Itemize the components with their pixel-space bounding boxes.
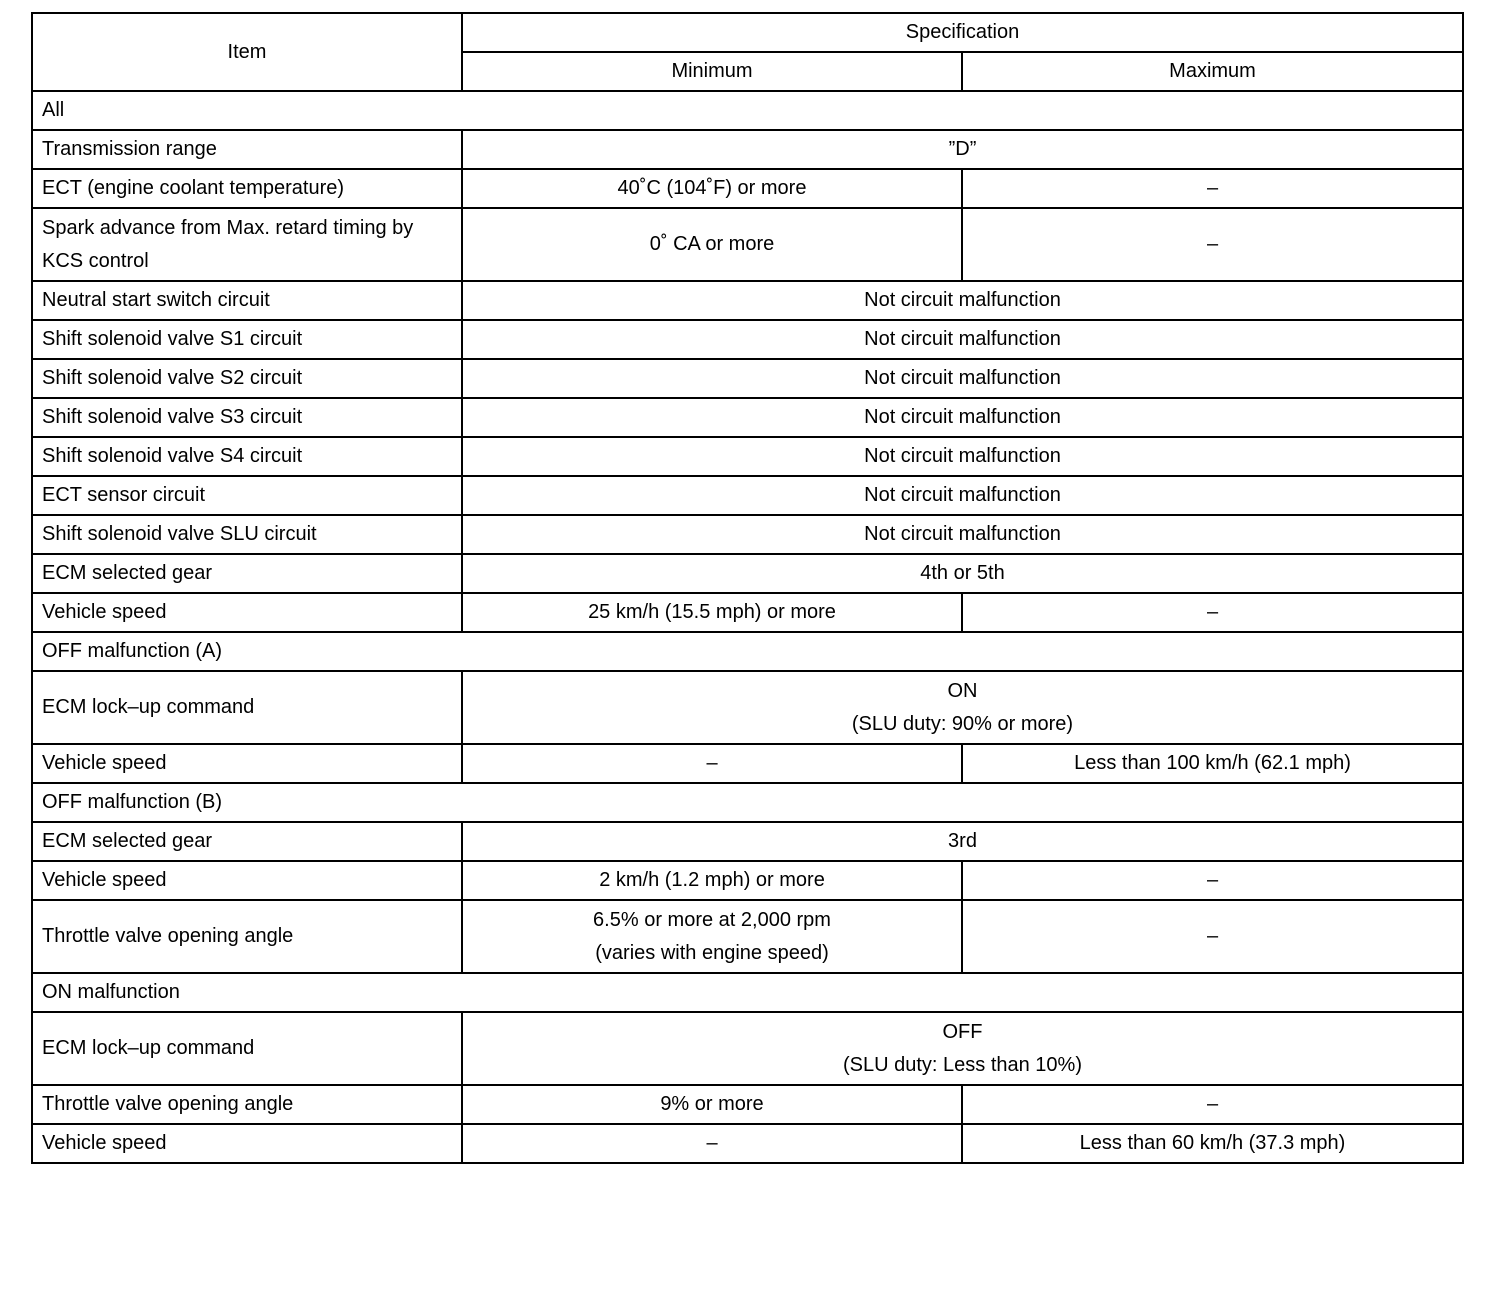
row-item: Transmission range <box>32 130 462 169</box>
row-spec: Not circuit malfunction <box>462 359 1463 398</box>
table-row <box>32 822 1463 861</box>
table-row <box>32 169 1463 208</box>
row-max: – <box>962 900 1463 973</box>
header-specification: Specification <box>462 13 1463 52</box>
row-spec: 4th or 5th <box>462 554 1463 593</box>
specification-table <box>31 12 1464 1164</box>
row-spec: Not circuit malfunction <box>462 515 1463 554</box>
table-row <box>32 208 1463 281</box>
section-title: OFF malfunction (B) <box>32 783 1463 822</box>
row-item: Vehicle speed <box>32 1124 462 1163</box>
row-spec <box>462 671 1463 744</box>
row-min <box>462 900 962 973</box>
row-item: Shift solenoid valve S3 circuit <box>32 398 462 437</box>
row-spec-line2: (SLU duty: 90% or more) <box>851 712 1074 735</box>
table-row <box>32 130 1463 169</box>
section-row <box>32 973 1463 1012</box>
section-title: ON malfunction <box>32 973 1463 1012</box>
row-item: Throttle valve opening angle <box>32 900 462 973</box>
table-row <box>32 281 1463 320</box>
table-row <box>32 554 1463 593</box>
row-min: 2 km/h (1.2 mph) or more <box>462 861 962 900</box>
row-item: Shift solenoid valve S2 circuit <box>32 359 462 398</box>
row-spec-line2: (SLU duty: Less than 10%) <box>842 1053 1082 1076</box>
row-spec: 3rd <box>462 822 1463 861</box>
table-row <box>32 671 1463 744</box>
table-row <box>32 593 1463 632</box>
section-row <box>32 783 1463 822</box>
row-max: Less than 60 km/h (37.3 mph) <box>962 1124 1463 1163</box>
row-spec-line1: OFF <box>942 1020 983 1043</box>
row-max: – <box>962 208 1463 281</box>
header-item: Item <box>32 13 462 91</box>
row-item: ECT (engine coolant temperature) <box>32 169 462 208</box>
row-min: 40˚C (104˚F) or more <box>462 169 962 208</box>
table-row <box>32 744 1463 783</box>
row-min: – <box>462 744 962 783</box>
row-max: – <box>962 1085 1463 1124</box>
section-title: OFF malfunction (A) <box>32 632 1463 671</box>
section-row <box>32 91 1463 130</box>
row-min: – <box>462 1124 962 1163</box>
row-spec: ”D” <box>462 130 1463 169</box>
row-max: – <box>962 593 1463 632</box>
row-item: Shift solenoid valve S4 circuit <box>32 437 462 476</box>
row-max: Less than 100 km/h (62.1 mph) <box>962 744 1463 783</box>
table-row <box>32 437 1463 476</box>
row-item: Vehicle speed <box>32 593 462 632</box>
table-row <box>32 320 1463 359</box>
row-min: 9% or more <box>462 1085 962 1124</box>
row-max: – <box>962 169 1463 208</box>
table-row <box>32 515 1463 554</box>
header-maximum: Maximum <box>962 52 1463 91</box>
row-item: Shift solenoid valve S1 circuit <box>32 320 462 359</box>
row-spec-line1: ON <box>947 679 978 702</box>
row-item: Throttle valve opening angle <box>32 1085 462 1124</box>
row-item: Neutral start switch circuit <box>32 281 462 320</box>
section-row <box>32 632 1463 671</box>
row-item: ECM selected gear <box>32 822 462 861</box>
row-spec: Not circuit malfunction <box>462 398 1463 437</box>
table-row <box>32 1124 1463 1163</box>
table-row <box>32 476 1463 515</box>
row-item: ECM lock–up command <box>32 1012 462 1085</box>
table-row <box>32 861 1463 900</box>
row-item: ECM selected gear <box>32 554 462 593</box>
row-spec: Not circuit malfunction <box>462 437 1463 476</box>
table-row <box>32 359 1463 398</box>
row-min: 0˚ CA or more <box>462 208 962 281</box>
row-item: Vehicle speed <box>32 744 462 783</box>
table-row <box>32 1085 1463 1124</box>
table-row <box>32 900 1463 973</box>
row-min-line1: 6.5% or more at 2,000 rpm <box>593 908 831 931</box>
table-header-row <box>32 13 1463 52</box>
row-item: Vehicle speed <box>32 861 462 900</box>
row-spec: Not circuit malfunction <box>462 281 1463 320</box>
row-max: – <box>962 861 1463 900</box>
row-item: Spark advance from Max. retard timing by KCS control <box>32 208 462 281</box>
header-minimum: Minimum <box>462 52 962 91</box>
row-item: ECM lock–up command <box>32 671 462 744</box>
row-item: Shift solenoid valve SLU circuit <box>32 515 462 554</box>
row-spec <box>462 1012 1463 1085</box>
table-row <box>32 398 1463 437</box>
row-spec: Not circuit malfunction <box>462 320 1463 359</box>
section-title: All <box>32 91 1463 130</box>
row-min-line2: (varies with engine speed) <box>595 941 829 964</box>
row-min: 25 km/h (15.5 mph) or more <box>462 593 962 632</box>
row-spec: Not circuit malfunction <box>462 476 1463 515</box>
table-row <box>32 1012 1463 1085</box>
row-item: ECT sensor circuit <box>32 476 462 515</box>
